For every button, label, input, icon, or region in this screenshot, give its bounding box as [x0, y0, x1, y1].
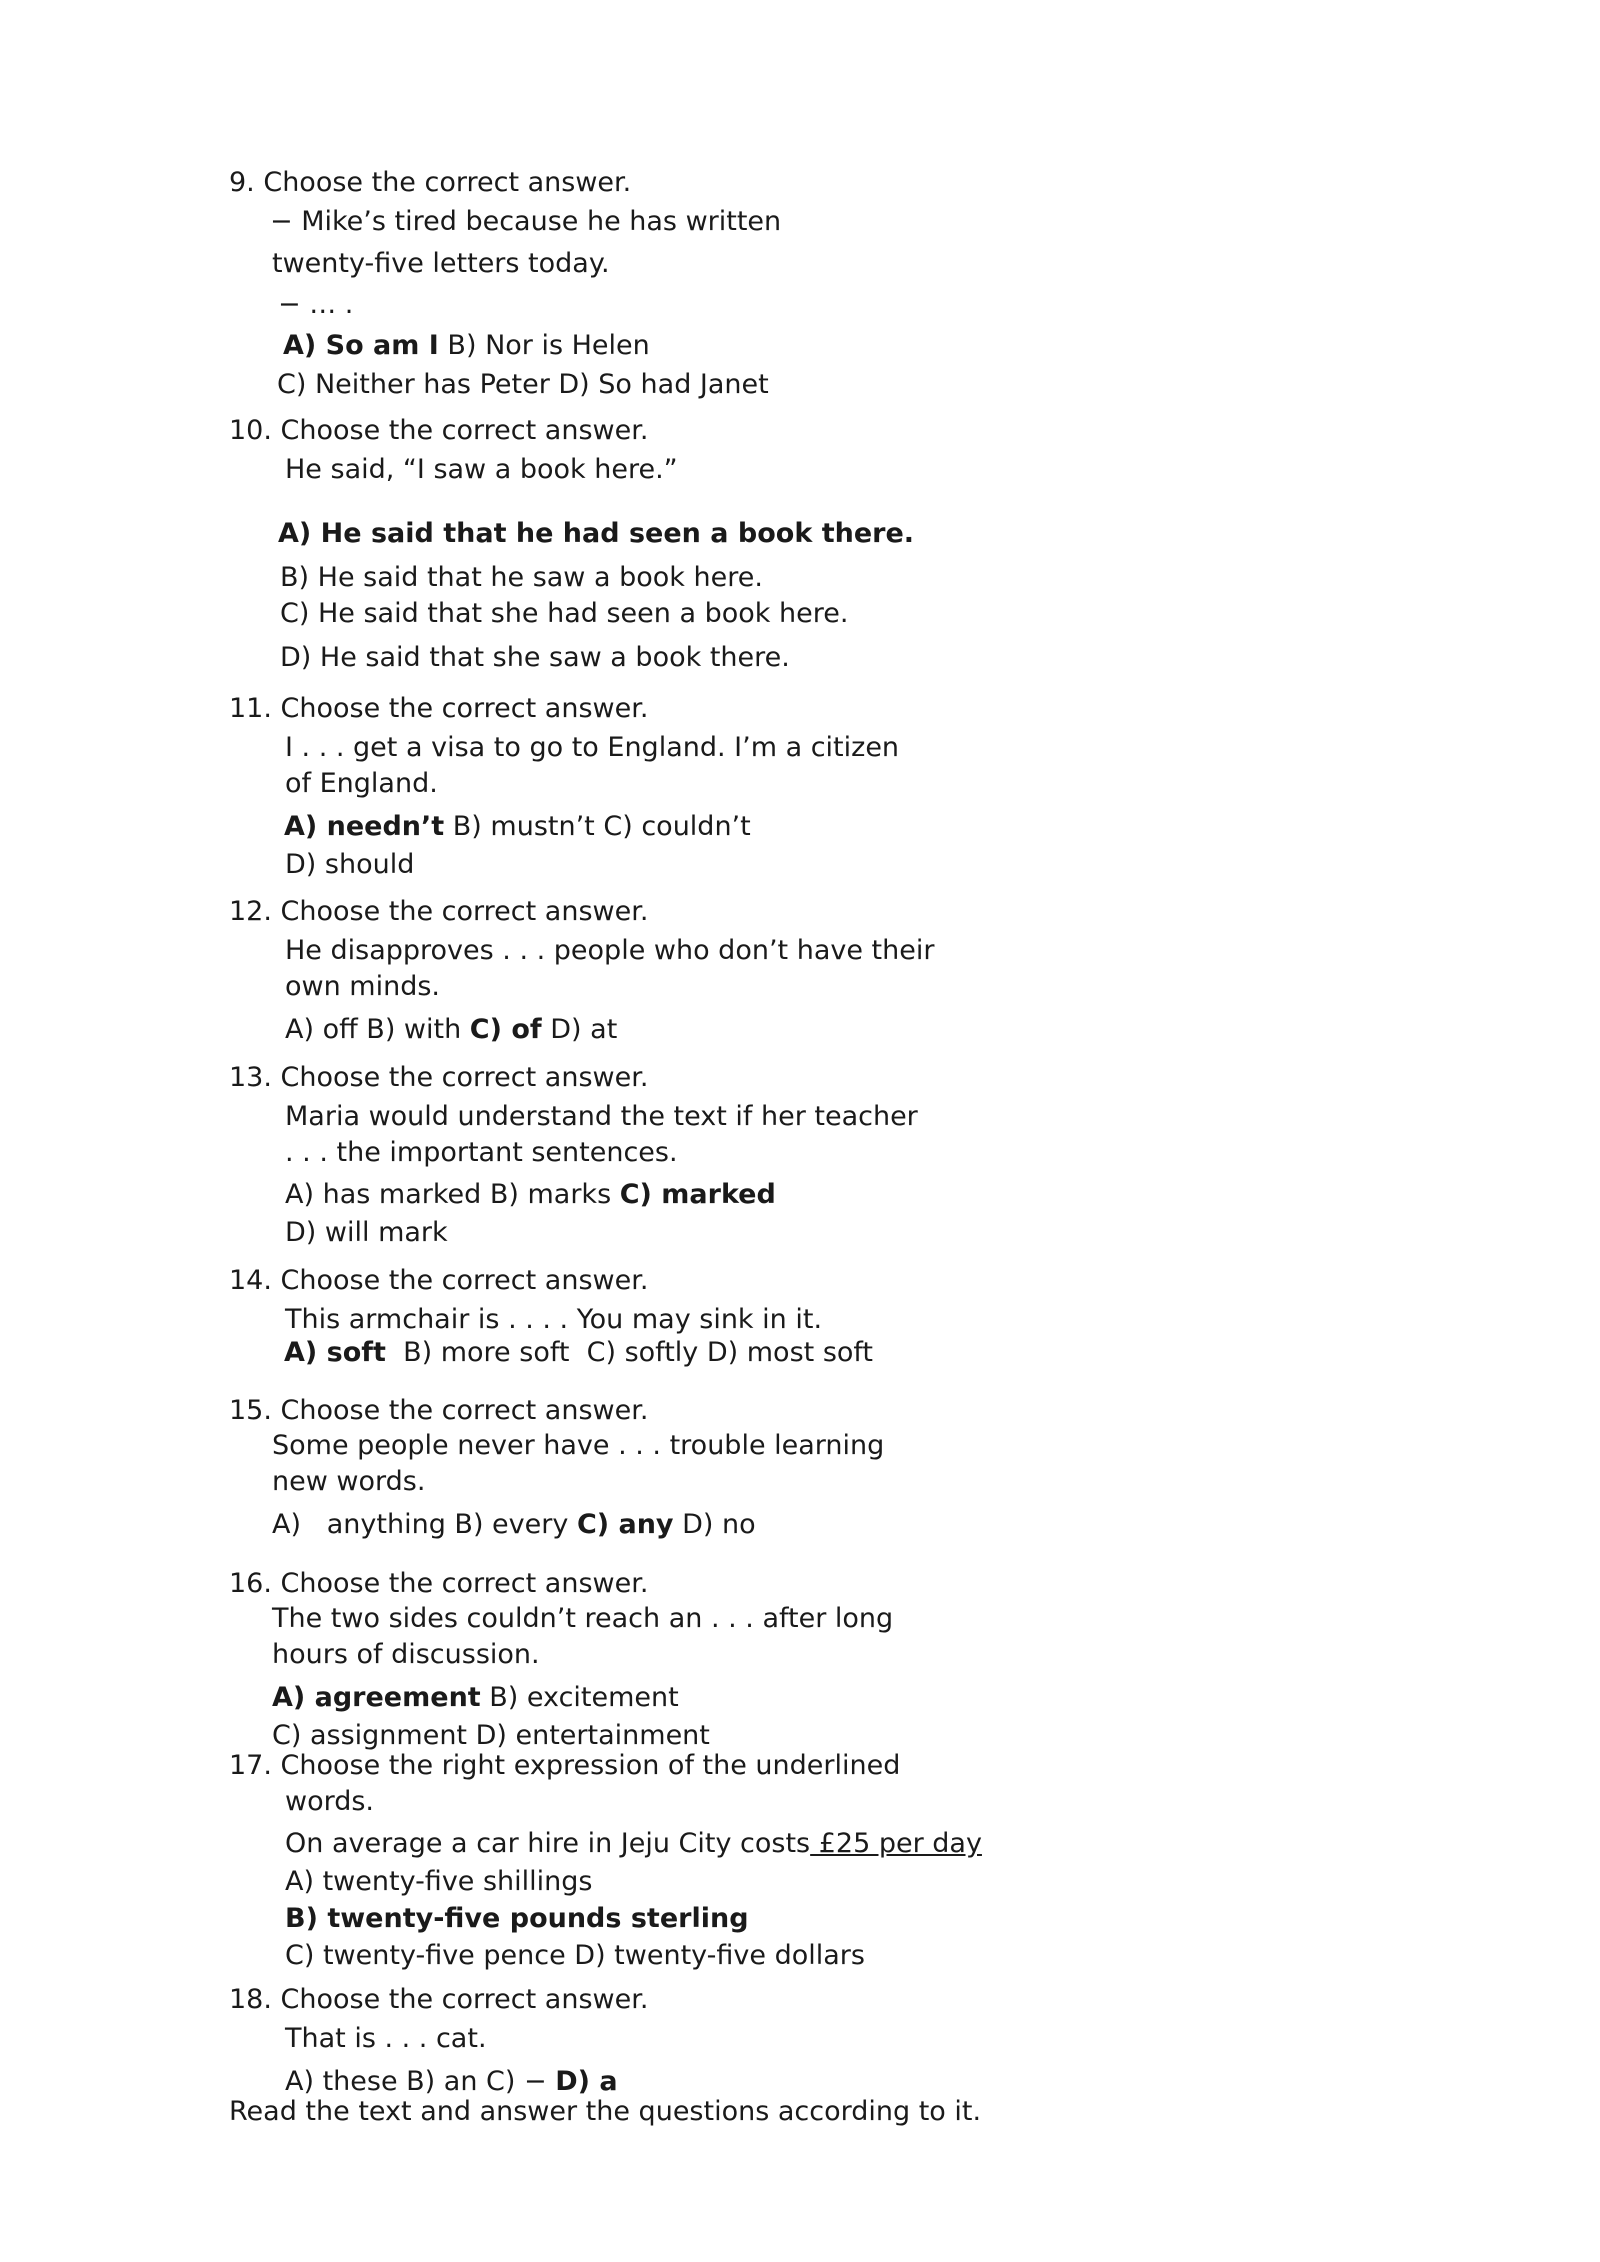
- question-17-sentence: [285, 1827, 982, 1861]
- question-11-line-2: of England.: [285, 768, 438, 799]
- question-17-underlined-words: £25 per day: [810, 1828, 982, 1859]
- question-9-options-ab: [283, 329, 650, 363]
- question-17-title: 17. Choose the right expression of the underlined: [229, 1750, 901, 1781]
- question-9-answer-a: A) So am I: [283, 330, 439, 361]
- question-18-options-abc: A) these B) an C) −: [285, 2066, 556, 2097]
- question-16-answer-a: A) agreement: [272, 1682, 481, 1713]
- question-10-option-d: D) He said that she saw a book there.: [280, 642, 790, 673]
- question-13-options-abc: [285, 1178, 776, 1212]
- question-9-dialogue-line-2: twenty-five letters today.: [272, 248, 610, 279]
- question-16-option-b: B) excitement: [480, 1682, 679, 1713]
- question-17-sentence-text: On average a car hire in Jeju City costs: [285, 1828, 811, 1859]
- question-11-line-1: I . . . get a visa to go to England. I’m a citizen: [285, 732, 900, 763]
- question-10-option-c: C) He said that she had seen a book here.: [280, 598, 849, 629]
- question-13-answer-c: C) marked: [619, 1179, 776, 1210]
- question-15-options: [272, 1508, 756, 1542]
- question-15-line-2: new words.: [272, 1466, 426, 1497]
- question-10-answer-a: A) He said that he had seen a book there.: [278, 518, 915, 549]
- question-18-options: [285, 2065, 618, 2099]
- question-18-answer-d: D) a: [555, 2066, 618, 2097]
- question-14-options: [284, 1336, 873, 1370]
- question-12-line-1: He disapproves . . . people who don’t have their: [285, 935, 935, 966]
- question-13-option-d: D) will mark: [285, 1217, 448, 1248]
- question-16-options-cd: C) assignment D) entertainment: [272, 1720, 710, 1751]
- question-9-option-b: B) Nor is Helen: [438, 330, 650, 361]
- question-18-title: 18. Choose the correct answer.: [229, 1984, 649, 2015]
- question-15-line-1: Some people never have . . . trouble learning: [272, 1430, 885, 1461]
- question-17-title-continued: words.: [285, 1786, 375, 1817]
- question-17-answer-b: B) twenty-five pounds sterling: [285, 1903, 749, 1934]
- question-12-options: [285, 1013, 617, 1047]
- question-14-line-1: This armchair is . . . . You may sink in it.: [285, 1304, 823, 1335]
- question-12-answer-c: C) of: [469, 1014, 542, 1045]
- question-14-options-bcd: B) more soft C) softly D) most soft: [385, 1337, 874, 1368]
- question-10-prompt: He said, “I saw a book here.”: [285, 454, 678, 485]
- question-14-answer-a: A) soft: [284, 1337, 386, 1368]
- question-14-title: 14. Choose the correct answer.: [229, 1265, 649, 1296]
- question-15-option-d: D) no: [673, 1509, 756, 1540]
- question-15-answer-c: C) any: [576, 1509, 674, 1540]
- question-10-title: 10. Choose the correct answer.: [229, 415, 649, 446]
- question-16-options-ab: [272, 1681, 679, 1715]
- question-12-option-d: D) at: [541, 1014, 618, 1045]
- question-13-title: 13. Choose the correct answer.: [229, 1062, 649, 1093]
- question-17-options-cd: C) twenty-five pence D) twenty-five dollars: [285, 1940, 865, 1971]
- question-13-line-2: . . . the important sentences.: [285, 1137, 678, 1168]
- question-16-line-1: The two sides couldn’t reach an . . . after long: [272, 1603, 894, 1634]
- question-11-options-bc: B) mustn’t C) couldn’t: [444, 811, 751, 842]
- question-15-options-ab: A) anything B) every: [272, 1509, 577, 1540]
- question-12-options-ab: A) off B) with: [285, 1014, 470, 1045]
- question-12-line-2: own minds.: [285, 971, 440, 1002]
- question-9-dialogue-line-1: − Mike’s tired because he has written: [270, 206, 782, 237]
- question-9-options-cd: C) Neither has Peter D) So had Janet: [277, 369, 769, 400]
- question-12-title: 12. Choose the correct answer.: [229, 896, 649, 927]
- question-16-title: 16. Choose the correct answer.: [229, 1568, 649, 1599]
- question-9-title: 9. Choose the correct answer.: [229, 167, 632, 198]
- question-11-title: 11. Choose the correct answer.: [229, 693, 649, 724]
- question-13-options-ab: A) has marked B) marks: [285, 1179, 620, 1210]
- question-13-line-1: Maria would understand the text if her teacher: [285, 1101, 918, 1132]
- question-18-line-1: That is . . . cat.: [285, 2023, 487, 2054]
- question-9-dialogue-line-3: − … .: [278, 289, 354, 320]
- question-17-option-a: A) twenty-five shillings: [285, 1866, 593, 1897]
- question-15-title: 15. Choose the correct answer.: [229, 1395, 649, 1426]
- question-11-option-d: D) should: [285, 849, 415, 880]
- question-10-option-b: B) He said that he saw a book here.: [280, 562, 763, 593]
- question-11-answer-a: A) needn’t: [284, 811, 445, 842]
- question-16-line-2: hours of discussion.: [272, 1639, 540, 1670]
- question-11-options-abc: [284, 810, 751, 844]
- reading-instruction: Read the text and answer the questions according to it.: [229, 2096, 982, 2127]
